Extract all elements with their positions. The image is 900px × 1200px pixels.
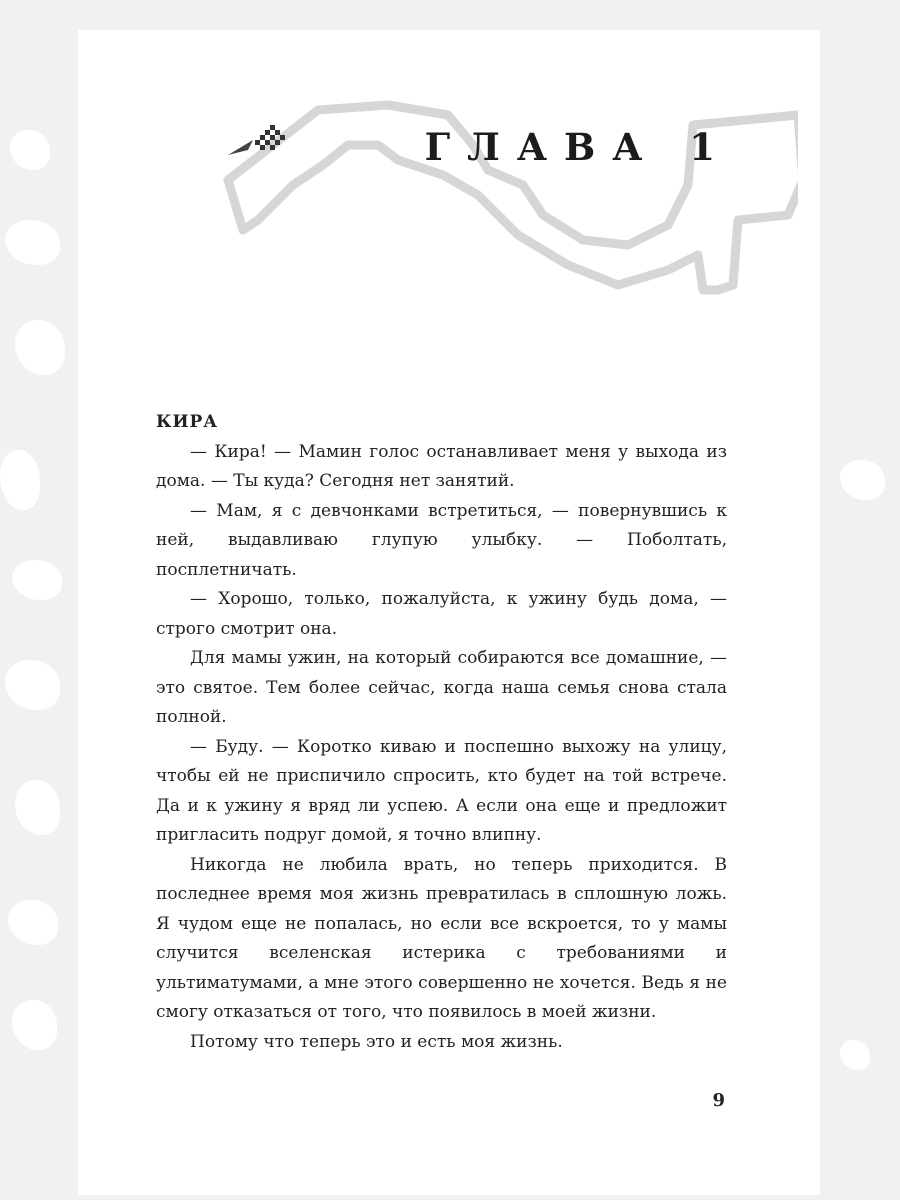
background-blob [8, 900, 58, 945]
book-page [78, 30, 820, 1195]
background-blob [10, 130, 50, 170]
chapter-title: ГЛАВА 1 [424, 125, 732, 169]
background-blob [840, 460, 885, 500]
background-blob [0, 450, 40, 510]
page-number: 9 [712, 1090, 725, 1111]
paragraph: Для мамы ужин, на который собираются все домашние, — это святое. Тем более сейчас, когда наша семья снова стала полной. [156, 648, 727, 727]
paragraph: Никогда не любила врать, но теперь приходится. В последнее время моя жизнь превратилась в сплошную ложь. Я чудом еще не попалась, но если все вскроется, то у мамы случится вселенская истерика с требованиями и ультиматумами, а мне этого совершенно не хочется. Ведь я не смогу отказаться от того, что появилось в моей жизни. [156, 854, 727, 1022]
background-blob [15, 320, 65, 375]
background-blob [5, 220, 60, 265]
background-blob [5, 660, 60, 710]
paragraph: — Кира! — Мамин голос останавливает меня у выхода из дома. — Ты куда? Сегодня нет занятий. [156, 441, 727, 491]
speaker-name: КИРА [156, 412, 219, 432]
paragraph: Потому что теперь это и есть моя жизнь. [190, 1031, 563, 1052]
background-blob [12, 1000, 57, 1050]
chapter-text [156, 408, 727, 1057]
background-blob [840, 1040, 870, 1070]
background-blob [12, 560, 62, 600]
paragraph: — Мам, я с девчонками встретиться, — повернувшись к ней, выдавливаю глупую улыбку. — Поболтать, посплетничать. [156, 500, 727, 580]
background-blob [15, 780, 60, 835]
race-track-illustration [198, 85, 798, 315]
checkered-flag-icon [228, 125, 285, 155]
paragraph: — Буду. — Коротко киваю и поспешно выхожу на улицу, чтобы ей не приспичило спросить, кто будет на той встрече. Да и к ужину я вряд ли успею. А если она еще и предложит пригласить подруг домой, я точно влипну. [156, 736, 727, 845]
paragraph: — Хорошо, только, пожалуйста, к ужину будь дома, — строго смотрит она. [156, 589, 727, 639]
